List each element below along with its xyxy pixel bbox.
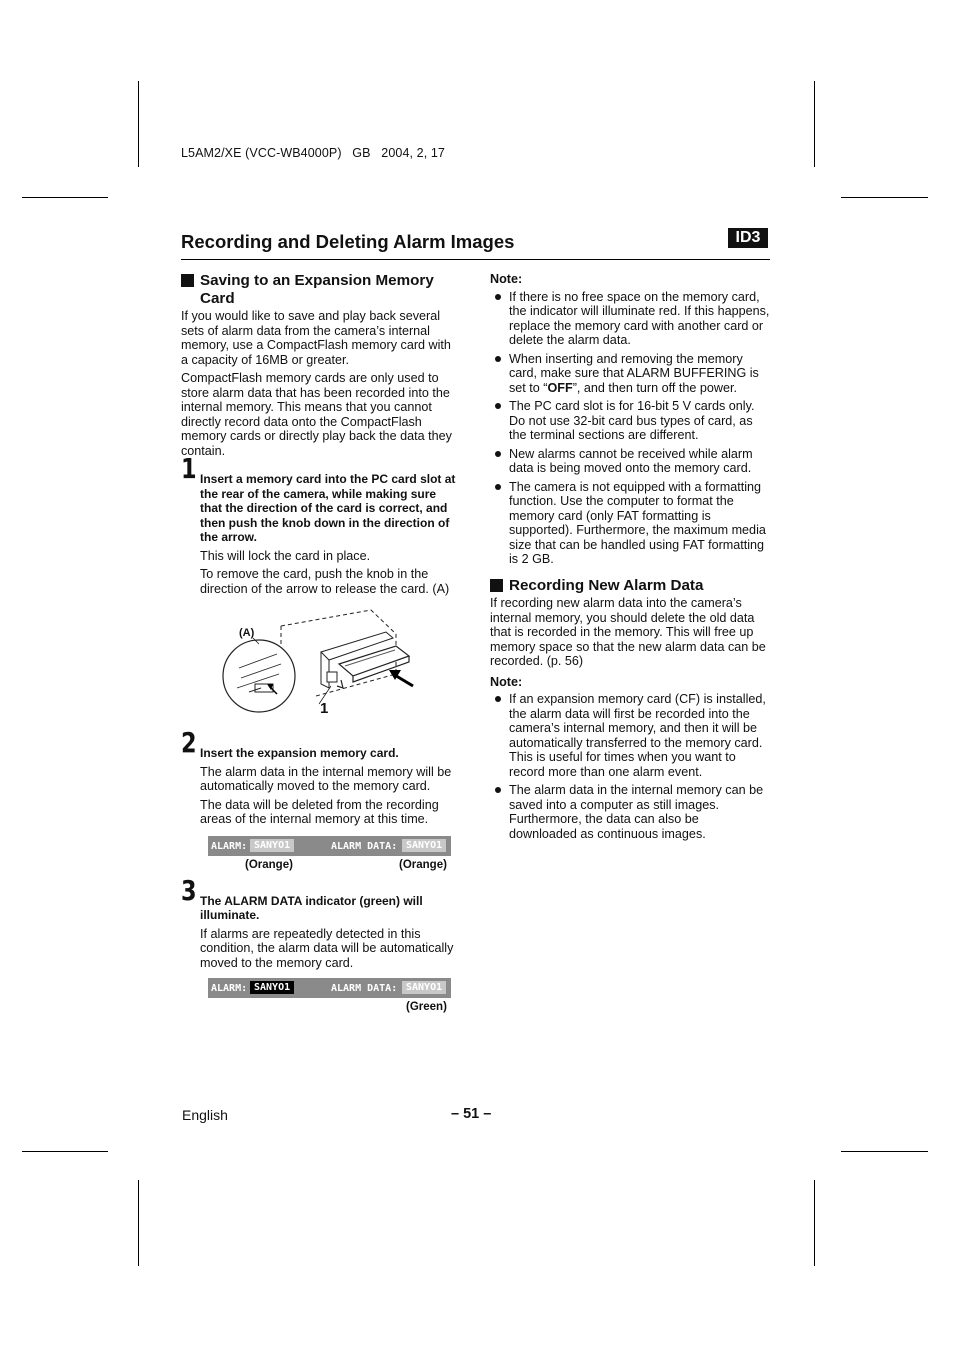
step-text: If alarms are repeatedly detected in this condition, the alarm data will be automatically moved to the memory card. xyxy=(200,926,454,970)
step-number: 1 xyxy=(180,452,197,485)
lcd-display-orange xyxy=(200,836,461,871)
step-text: The data will be deleted from the recording areas of the internal memory at this time. xyxy=(200,797,439,826)
alarm-value: SANYO1 xyxy=(250,839,294,852)
note-list xyxy=(490,692,770,841)
crop-mark xyxy=(814,81,815,167)
step-2 xyxy=(180,726,461,871)
crop-mark xyxy=(841,197,928,198)
lcd-caption: (Green) xyxy=(406,1001,447,1013)
crop-mark xyxy=(138,1180,139,1266)
figure-label-1: 1 xyxy=(320,700,329,717)
step-3 xyxy=(180,873,461,1013)
note-label: Note: xyxy=(490,272,523,286)
figure-label-a: (A) xyxy=(239,627,255,639)
step-1 xyxy=(180,452,461,596)
body-paragraph: If recording new alarm data into the camera’s internal memory, you should delete the old data that is recorded in the memory. This will free up memory space so that the new alarm data can be recorded. (p. 56) xyxy=(490,596,766,668)
subheading-recording-new: Recording New Alarm Data xyxy=(490,577,770,595)
step-text: The alarm data in the internal memory will be automatically moved to the memory card. xyxy=(200,764,452,793)
page-number: – 51 – xyxy=(451,1106,492,1122)
crop-mark xyxy=(22,197,108,198)
note-item: New alarms cannot be received while alarm data is being moved onto the memory card. xyxy=(490,447,770,476)
title-divider xyxy=(181,259,770,260)
step-instruction: The ALARM DATA indicator (green) will illuminate. xyxy=(200,893,423,922)
alarm-label: ALARM: xyxy=(211,840,248,852)
footer-language: English xyxy=(182,1107,228,1123)
document-code: L5AM2/XE (VCC-WB4000P) GB 2004, 2, 17 xyxy=(181,146,445,160)
intro-paragraph: If you would like to save and play back several sets of alarm data from the camera’s internal memory, use a CompactFlash memory card with a capacity of 16MB or greater. xyxy=(181,309,451,367)
subheading-expansion-memory: Saving to an Expansion Memory Card xyxy=(181,272,461,307)
left-column xyxy=(180,272,461,1013)
alarm-data-label: ALARM DATA: xyxy=(331,840,398,852)
note-item: When inserting and removing the memory card, make sure that ALARM BUFFERING is set to “OFF”, and then turn off the power. xyxy=(490,352,770,396)
note-label: Note: xyxy=(490,674,523,689)
crop-mark xyxy=(22,1151,108,1152)
step-text: This will lock the card in place. xyxy=(200,548,371,563)
note-item: The alarm data in the internal memory can be saved into a computer as still images. Furthermore, the data can also be downloaded as continuous images. xyxy=(490,783,770,841)
note-list xyxy=(490,290,770,567)
section-badge: ID3 xyxy=(728,228,768,248)
square-bullet-icon xyxy=(490,579,503,592)
intro-paragraph: CompactFlash memory cards are only used to store alarm data that has been recorded into the internal memory. This means that you cannot directly record data onto the CompactFlash memory cards or directly play back the data they contain. xyxy=(181,371,452,458)
lcd-panel xyxy=(208,836,451,856)
step-instruction: Insert a memory card into the PC card slot at the rear of the camera, while making sure that the direction of the card is correct, and then push the knob down in the direction of the arrow. xyxy=(200,472,456,544)
step-text: To remove the card, push the knob in the direction of the arrow to release the card. (A) xyxy=(200,567,450,596)
crop-mark xyxy=(814,1180,815,1266)
alarm-label: ALARM: xyxy=(211,983,248,994)
alarm-value: SANYO1 xyxy=(250,981,294,994)
alarm-data-label: ALARM DATA: xyxy=(331,983,398,994)
lcd-caption: (Orange) xyxy=(399,858,447,871)
note-item: If an expansion memory card (CF) is installed, the alarm data will first be recorded into the camera’s internal memory, and then it will be automatically transferred to the memory card. This is useful for times when you want to record more than one alarm event. xyxy=(490,692,770,779)
step-instruction: Insert the expansion memory card. xyxy=(200,746,399,760)
crop-mark xyxy=(138,81,139,167)
square-bullet-icon xyxy=(181,274,194,287)
right-column xyxy=(490,272,770,845)
lcd-caption: (Orange) xyxy=(245,858,293,871)
page-title: Recording and Deleting Alarm Images xyxy=(181,231,515,252)
note-item: If there is no free space on the memory card, the indicator will illuminate red. If this happens, replace the memory card with another card or delete the alarm data. xyxy=(490,290,770,348)
lcd-display-green xyxy=(200,978,461,1013)
lcd-panel xyxy=(208,978,451,998)
note-item: The PC card slot is for 16-bit 5 V cards only. Do not use 32-bit card bus types of card, as the terminal sections are different. xyxy=(490,399,770,443)
step-number: 3 xyxy=(180,873,197,907)
step-number: 2 xyxy=(180,726,197,759)
alarm-data-value: SANYO1 xyxy=(402,981,446,994)
card-insertion-figure xyxy=(181,604,461,726)
note-item: The camera is not equipped with a formatting function. Use the computer to format the memory card (only FAT formatting is supported). Furthermore, the maximum media size that can be handled using FAT formatting is 2 GB. xyxy=(490,480,770,567)
alarm-data-value: SANYO1 xyxy=(402,839,446,852)
crop-mark xyxy=(841,1151,928,1152)
